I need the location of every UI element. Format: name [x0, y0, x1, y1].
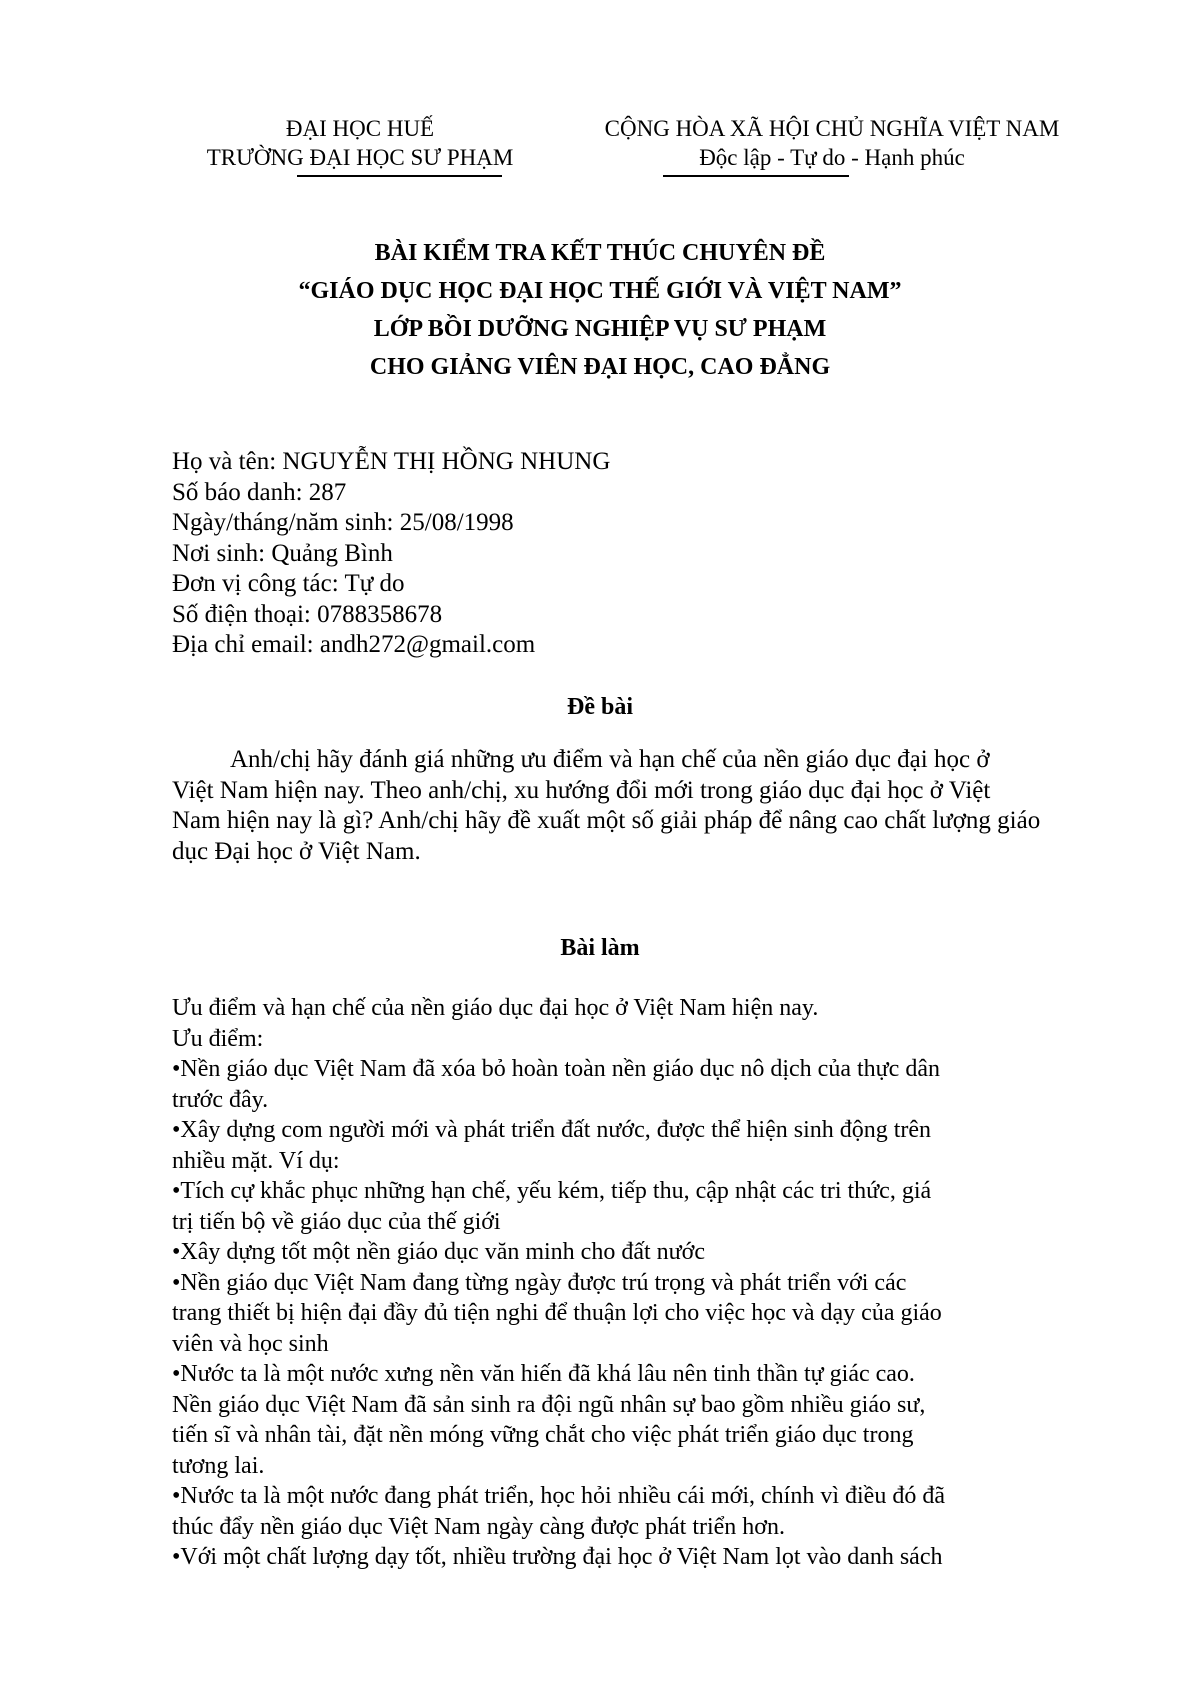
motto-underline [663, 175, 849, 177]
student-name: Họ và tên: NGUYỄN THỊ HỒNG NHUNG [172, 448, 611, 475]
country-name: CỘNG HÒA XÃ HỘI CHỦ NGHĨA VIỆT NAM [604, 116, 1060, 141]
national-motto: Độc lập - Tự do - Hạnh phúc [699, 145, 965, 170]
student-id: Số báo danh: 287 [172, 478, 347, 506]
answer-heading: Bài làm [560, 935, 640, 961]
school-name: TRƯỜNG ĐẠI HỌC SƯ PHẠM [206, 145, 514, 170]
answer-line: •Nước ta là một nước xưng nền văn hiến đã khá lâu nên tinh thần tự giác cao. [172, 1361, 915, 1387]
student-email: Địa chỉ email: andh272@gmail.com [172, 631, 536, 658]
answer-line: trị tiến bộ về giáo dục của thế giới [172, 1208, 501, 1235]
national-header [572, 114, 1092, 172]
answer-line: tiến sĩ và nhân tài, đặt nền móng vững chắt cho việc phát triển giáo dục trong [172, 1422, 914, 1448]
answer-line: nhiều mặt. Ví dụ: [172, 1147, 340, 1174]
answer-line: •Với một chất lượng dạy tốt, nhiều trường đại học ở Việt Nam lọt vào danh sách [172, 1544, 943, 1570]
assignment-line: Anh/chị hãy đánh giá những ưu điểm và hạn chế của nền giáo dục đại học ở [230, 746, 990, 773]
answer-line: •Nền giáo dục Việt Nam đã xóa bỏ hoàn toàn nền giáo dục nô dịch của thực dân [172, 1056, 940, 1082]
answer-line: •Xây dựng tốt một nền giáo dục văn minh cho đất nước [172, 1239, 706, 1265]
answer-text [172, 993, 1092, 1573]
assignment-text [172, 745, 1082, 867]
answer-line: Ưu điểm: [172, 1025, 264, 1052]
answer-line: thúc đẩy nền giáo dục Việt Nam ngày càng được phát triển hơn. [172, 1513, 785, 1540]
assignment-heading: Đề bài [567, 694, 633, 720]
assignment-line: Nam hiện nay là gì? Anh/chị hãy đề xuất một số giải pháp để nâng cao chất lượng giáo [172, 807, 1041, 834]
university-name: ĐẠI HỌC HUẾ [285, 116, 435, 141]
answer-line: •Nước ta là một nước đang phát triển, học hỏi nhiều cái mới, chính vì điều đó đã [172, 1483, 945, 1509]
title-line: CHO GIẢNG VIÊN ĐẠI HỌC, CAO ĐẲNG [369, 354, 831, 380]
answer-line: Nền giáo dục Việt Nam đã sản sinh ra đội ngũ nhân sự bao gồm nhiều giáo sư, [172, 1391, 926, 1418]
student-info [172, 447, 610, 661]
answer-line: Ưu điểm và hạn chế của nền giáo dục đại học ở Việt Nam hiện nay. [172, 995, 819, 1021]
student-birthplace: Nơi sinh: Quảng Bình [172, 539, 393, 567]
institution-underline [297, 175, 502, 177]
answer-line: trang thiết bị hiện đại đầy đủ tiện nghi để thuận lợi cho việc học và dạy của giáo [172, 1300, 942, 1326]
answer-line: tương lai. [172, 1452, 265, 1479]
student-phone: Số điện thoại: 0788358678 [172, 600, 443, 628]
answer-line: viên và học sinh [172, 1330, 329, 1357]
student-dob: Ngày/tháng/năm sinh: 25/08/1998 [172, 509, 514, 536]
title-line: LỚP BỒI DƯỠNG NGHIỆP VỤ SƯ PHẠM [373, 316, 827, 342]
answer-line: •Xây dựng com người mới và phát triển đất nước, được thể hiện sinh động trên [172, 1117, 932, 1143]
answer-line: •Nền giáo dục Việt Nam đang từng ngày được trú trọng và phát triển với các [172, 1269, 907, 1296]
student-workplace: Đơn vị công tác: Tự do [172, 570, 405, 597]
answer-line: trước đây. [172, 1086, 269, 1113]
assignment-line: Việt Nam hiện nay. Theo anh/chị, xu hướng đổi mới trong giáo dục đại học ở Việt [172, 776, 991, 804]
institution-header [175, 114, 545, 172]
assignment-line: dục Đại học ở Việt Nam. [172, 837, 421, 865]
document-title [100, 234, 1100, 386]
title-line: BÀI KIỂM TRA KẾT THÚC CHUYÊN ĐỀ [374, 240, 826, 266]
title-line: “GIÁO DỤC HỌC ĐẠI HỌC THẾ GIỚI VÀ VIỆT NAM” [298, 278, 902, 304]
answer-line: •Tích cự khắc phục những hạn chế, yếu kém, tiếp thu, cập nhật các tri thức, giá [172, 1178, 932, 1204]
